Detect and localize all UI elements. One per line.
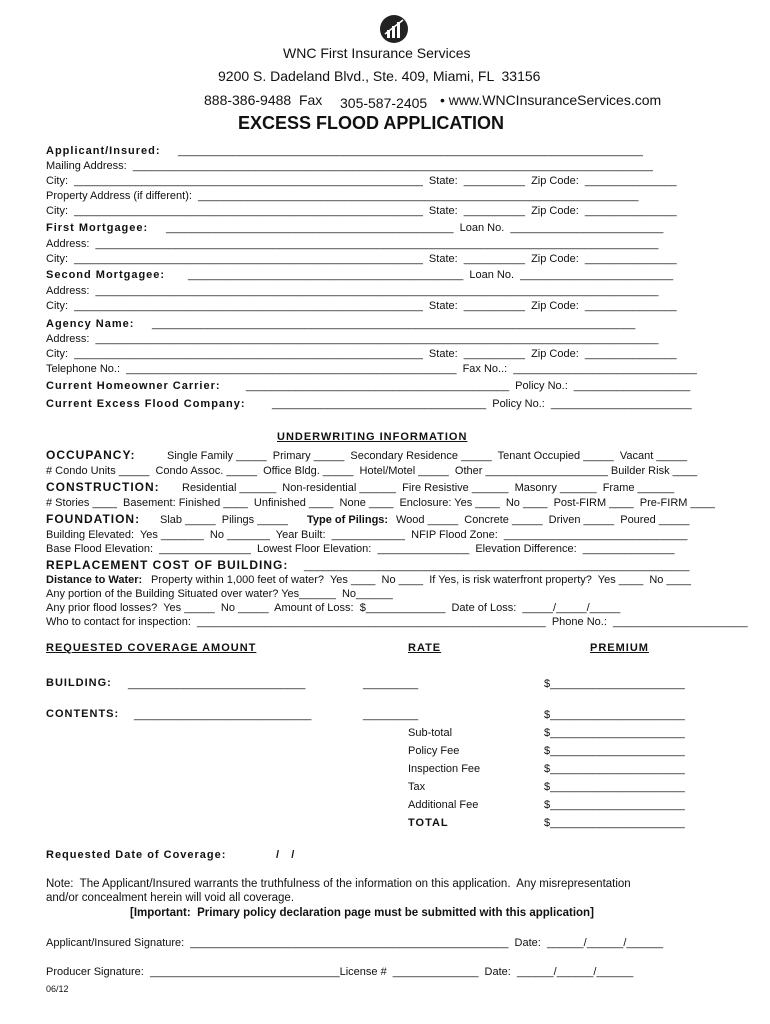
second-mortgagee-city-field[interactable]: City: _________________________________________________________ State: __________ Zip Code: _______________ xyxy=(46,300,677,312)
note-line-1: Note: The Applicant/Insured warrants the truthfulness of the information on this application. Any misrepresentation xyxy=(46,878,631,890)
city-state-zip-field[interactable]: City: _________________________________________________________ State: __________ Zip Code: _______________ xyxy=(46,175,677,187)
policy-fee-label: Policy Fee xyxy=(408,745,460,757)
applicant-field[interactable]: ____________________________________________________________________________ xyxy=(178,145,643,157)
pilings-type-label: Type of Pilings: xyxy=(307,514,389,526)
company-website: • www.WNCInsuranceServices.com xyxy=(440,92,662,108)
elevation-field[interactable]: Base Flood Elevation: _______________ Lowest Floor Elevation: _______________ Elevation Difference: _______________ xyxy=(46,543,675,555)
form-title: EXCESS FLOOD APPLICATION xyxy=(238,113,505,133)
producer-signature-field[interactable]: Producer Signature: _______________________________License # ______________ Date: ______/______/______ xyxy=(46,966,634,978)
occupancy-label: OCCUPANCY: xyxy=(46,448,136,462)
construction-options[interactable]: Residential ______ Non-residential ______ Fire Resistive ______ Masonry ______ Frame ______ xyxy=(182,482,675,494)
replacement-cost-label: REPLACEMENT COST OF BUILDING: xyxy=(46,558,289,572)
total-label: TOTAL xyxy=(408,817,449,829)
rate-heading: RATE xyxy=(408,642,442,654)
premium-heading: PREMIUM xyxy=(590,642,649,654)
first-mortgagee-field[interactable]: _______________________________________________ Loan No. _________________________ xyxy=(166,222,664,234)
agency-name-field[interactable]: _______________________________________________________________________________ xyxy=(152,318,636,330)
homeowner-carrier-label: Current Homeowner Carrier: xyxy=(46,380,221,392)
requested-coverage-heading: REQUESTED COVERAGE AMOUNT xyxy=(46,642,257,654)
form-code: 06/12 xyxy=(46,984,69,994)
building-amount-field[interactable]: _____________________________ xyxy=(128,678,306,690)
requested-date-field[interactable]: / / xyxy=(276,849,295,861)
excess-flood-label: Current Excess Flood Company: xyxy=(46,398,246,410)
underwriting-heading: UNDERWRITING INFORMATION xyxy=(277,431,468,443)
condo-options[interactable]: # Condo Units _____ Condo Assoc. _____ Office Bldg. _____ Hotel/Motel _____ Other ____________________ Builder Risk ____ xyxy=(46,465,698,477)
second-mortgagee-field[interactable]: _____________________________________________ Loan No. _________________________ xyxy=(188,269,674,281)
distance-field[interactable]: Property within 1,000 feet of water? Yes ____ No ____ If Yes, is risk waterfront property? Yes ____ No ____ xyxy=(151,574,691,586)
building-label: BUILDING: xyxy=(46,677,112,689)
second-mortgagee-address-field[interactable]: Address: ____________________________________________________________________________________________ xyxy=(46,285,659,297)
additional-fee-label: Additional Fee xyxy=(408,799,479,811)
distance-label: Distance to Water: xyxy=(46,574,143,586)
agency-telephone-field[interactable]: Telephone No.: ______________________________________________________ Fax No..: ______________________________ xyxy=(46,363,697,375)
construction-label: CONSTRUCTION: xyxy=(46,480,160,494)
foundation-options-a[interactable]: Slab _____ Pilings _____ xyxy=(160,514,288,526)
property-city-field[interactable]: City: _________________________________________________________ State: __________ Zip Code: _______________ xyxy=(46,205,677,217)
subtotal-premium-field[interactable]: $______________________ xyxy=(544,727,685,739)
building-premium-field[interactable]: $______________________ xyxy=(544,678,685,690)
company-fax: 305-587-2405 xyxy=(340,95,428,111)
requested-date-label: Requested Date of Coverage: xyxy=(46,849,227,861)
replacement-cost-field[interactable]: _______________________________________________________________ xyxy=(304,560,690,572)
tax-premium-field[interactable]: $______________________ xyxy=(544,781,685,793)
company-logo-icon xyxy=(379,14,409,44)
subtotal-label: Sub-total xyxy=(408,727,453,739)
applicant-label: Applicant/Insured: xyxy=(46,145,161,157)
note-line-2: and/or concealment herein will void all coverage. xyxy=(46,892,295,904)
foundation-label: FOUNDATION: xyxy=(46,512,141,526)
inspection-fee-premium-field[interactable]: $______________________ xyxy=(544,763,685,775)
company-phone: 888-386-9488 Fax xyxy=(204,92,323,108)
property-address-field[interactable]: Property Address (if different): ________________________________________________________________________ xyxy=(46,190,639,202)
company-name: WNC First Insurance Services xyxy=(283,45,471,61)
first-mortgagee-address-field[interactable]: Address: ____________________________________________________________________________________________ xyxy=(46,238,659,250)
prior-loss-field[interactable]: Any prior flood losses? Yes _____ No _____ Amount of Loss: $_____________ Date of Loss: _____/_____/_____ xyxy=(46,602,621,614)
agency-city-field[interactable]: City: _________________________________________________________ State: __________ Zip Code: _______________ xyxy=(46,348,677,360)
stories-options[interactable]: # Stories ____ Basement: Finished ____ Unfinished ____ None ____ Enclosure: Yes ____ No ____ Post-FIRM ____ Pre-FIRM ____ xyxy=(46,497,715,509)
contents-rate-field[interactable]: _________ xyxy=(363,709,419,721)
homeowner-carrier-field[interactable]: ___________________________________________ Policy No.: ___________________ xyxy=(246,380,691,392)
applicant-signature-field[interactable]: Applicant/Insured Signature: ____________________________________________________ Date: ______/______/______ xyxy=(46,937,664,949)
excess-flood-field[interactable]: ___________________________________ Policy No.: _______________________ xyxy=(272,398,692,410)
agency-address-field[interactable]: Address: ____________________________________________________________________________________________ xyxy=(46,333,659,345)
company-address: 9200 S. Dadeland Blvd., Ste. 409, Miami, FL 33156 xyxy=(218,68,541,84)
agency-name-label: Agency Name: xyxy=(46,318,135,330)
policy-fee-premium-field[interactable]: $______________________ xyxy=(544,745,685,757)
additional-fee-premium-field[interactable]: $______________________ xyxy=(544,799,685,811)
inspection-contact-field[interactable]: Who to contact for inspection: _________________________________________________________ Phone No.: ______________________ xyxy=(46,616,748,628)
first-mortgagee-label: First Mortgagee: xyxy=(46,222,149,234)
important-notice: [Important: Primary policy declaration page must be submitted with this application] xyxy=(130,907,594,919)
total-premium-field[interactable]: $______________________ xyxy=(544,817,685,829)
over-water-field[interactable]: Any portion of the Building Situated over water? Yes______ No______ xyxy=(46,588,393,600)
building-rate-field[interactable]: _________ xyxy=(363,678,419,690)
second-mortgagee-label: Second Mortgagee: xyxy=(46,269,166,281)
first-mortgagee-city-field[interactable]: City: _________________________________________________________ State: __________ Zip Code: _______________ xyxy=(46,253,677,265)
building-elevated-field[interactable]: Building Elevated: Yes _______ No _______ Year Built: ____________ NFIP Flood Zone: ______________________________ xyxy=(46,529,688,541)
inspection-fee-label: Inspection Fee xyxy=(408,763,481,775)
contents-premium-field[interactable]: $______________________ xyxy=(544,709,685,721)
occupancy-options[interactable]: Single Family _____ Primary _____ Secondary Residence _____ Tenant Occupied _____ Vacant _____ xyxy=(167,450,687,462)
tax-label: Tax xyxy=(408,781,426,793)
contents-label: CONTENTS: xyxy=(46,708,120,720)
foundation-options-b[interactable]: Wood _____ Concrete _____ Driven _____ Poured _____ xyxy=(396,514,690,526)
mailing-address-field[interactable]: Mailing Address: _____________________________________________________________________________________ xyxy=(46,160,653,172)
contents-amount-field[interactable]: _____________________________ xyxy=(134,709,312,721)
